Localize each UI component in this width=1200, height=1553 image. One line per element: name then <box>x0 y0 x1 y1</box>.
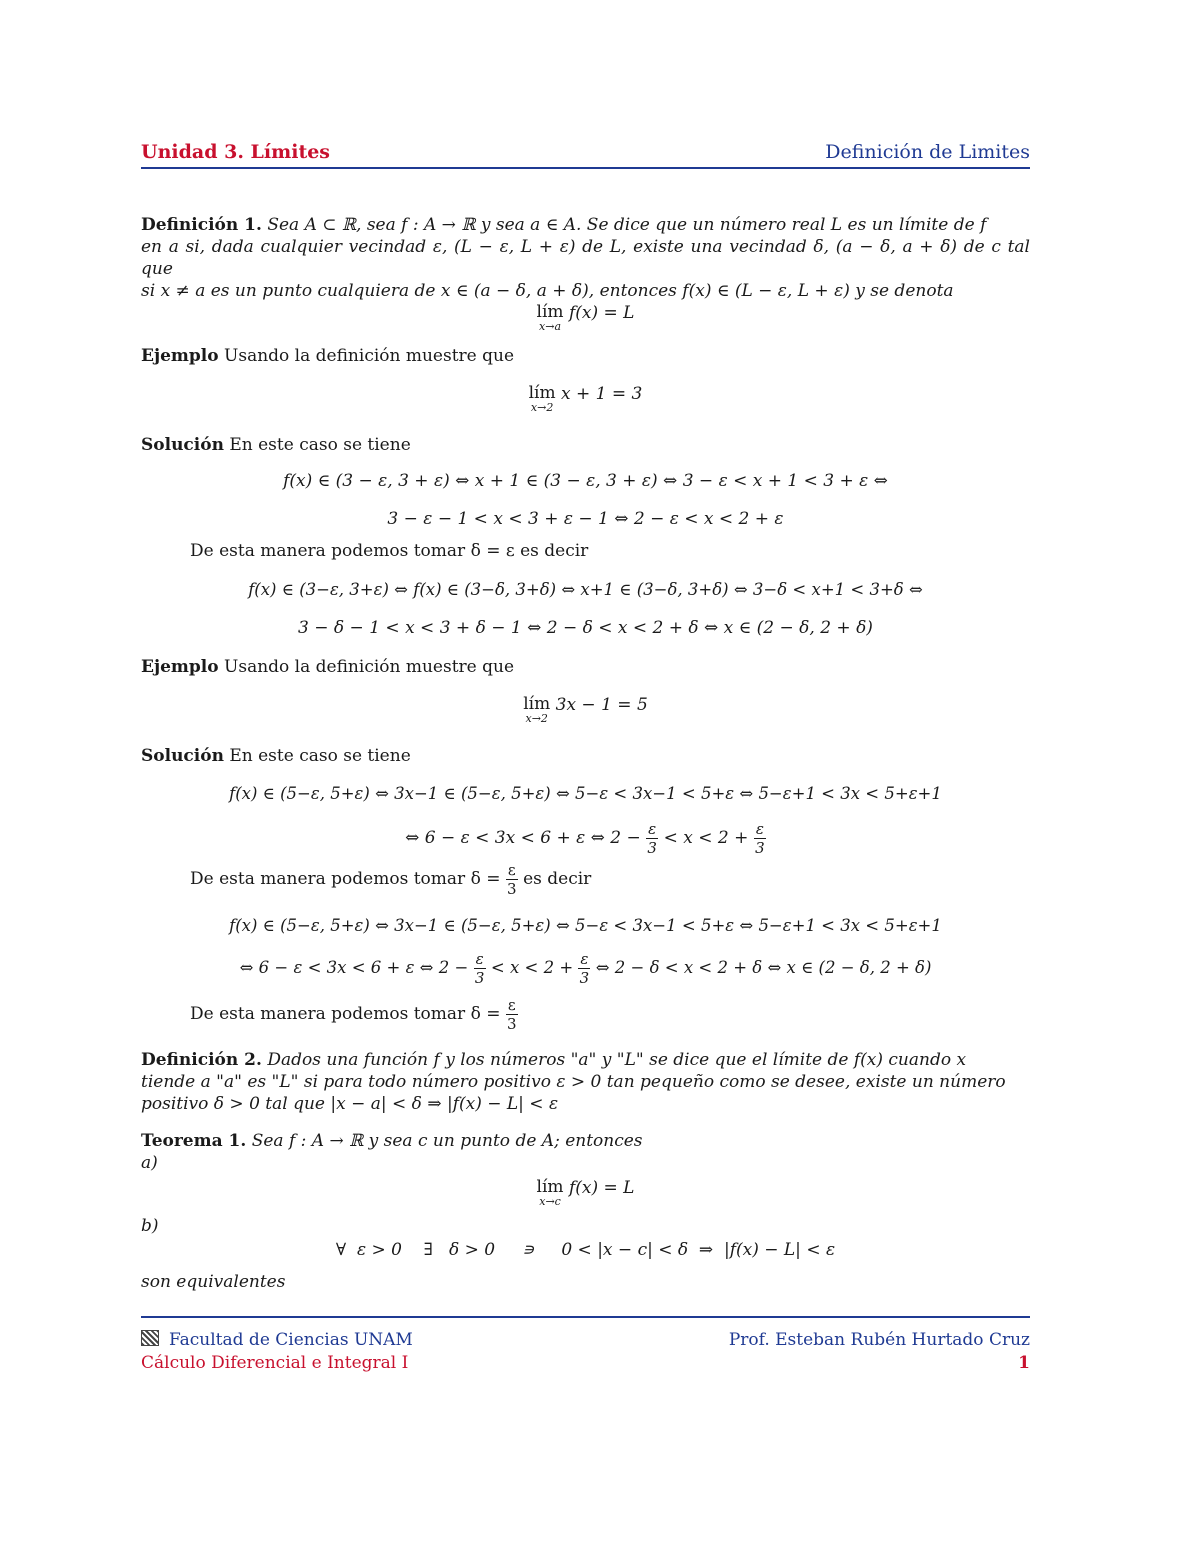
solution-1 <box>141 434 1030 456</box>
theorem-1-equation-b: ∀ ε > 0 ∃ δ > 0 ∍ 0 < |x − c| < δ ⇒ |f(x) − L| < ε <box>335 1240 836 1260</box>
header-rule <box>141 167 1030 169</box>
lim-symbol: lím <box>528 383 556 403</box>
note-part: De esta manera podemos tomar δ = <box>190 1004 501 1024</box>
lim-symbol: lím <box>523 694 551 714</box>
solution-1-note: De esta manera podemos tomar δ = ε es decir <box>190 541 589 561</box>
solution-2-eq2 <box>141 820 1030 857</box>
fraction-denominator: 3 <box>506 880 517 898</box>
fraction <box>646 820 658 857</box>
fraction <box>754 820 766 857</box>
fraction-numerator: ε <box>580 950 589 968</box>
solution-2-eq1: f(x) ∈ (5−ε, 5+ε) ⇔ 3x−1 ∈ (5−ε, 5+ε) ⇔ 5−ε < 3x−1 < 5+ε ⇔ 5−ε+1 < 3x < 5+ε+1 <box>229 784 942 803</box>
solution-2-label: Solución <box>141 746 224 766</box>
example-2-text: Usando la definición muestre que <box>224 657 515 677</box>
footer-page-number: 1 <box>1018 1353 1030 1373</box>
solution-2-note-2 <box>190 996 518 1033</box>
fraction <box>578 950 590 987</box>
definition-2-line2: tiende a "a" es "L" si para todo número positivo ε > 0 tan pequeño como se desee, existe un número <box>141 1072 1006 1092</box>
footer-rule <box>141 1316 1030 1318</box>
solution-2 <box>141 745 1030 767</box>
header-unit-title: Unidad 3. Límites <box>141 141 331 163</box>
example-2 <box>141 656 1030 678</box>
fraction <box>506 996 518 1033</box>
solution-1-text: En este caso se tiene <box>229 435 411 455</box>
fraction <box>474 950 486 987</box>
fraction-denominator: 3 <box>579 969 590 987</box>
definition-2 <box>141 1049 1030 1115</box>
theorem-1-closing: son equivalentes <box>141 1272 286 1292</box>
fraction-numerator: ε <box>755 820 764 838</box>
solution-2-note <box>190 861 591 898</box>
fraction <box>506 861 518 898</box>
lim-symbol: lím <box>536 1177 564 1197</box>
fraction-numerator: ε <box>507 996 516 1014</box>
theorem-1-label: Teorema 1. <box>141 1131 247 1151</box>
footer-course: Cálculo Diferencial e Integral I <box>141 1353 409 1373</box>
lim-subscript: x→c <box>539 1195 561 1208</box>
lim-symbol: lím <box>536 302 564 322</box>
fraction-numerator: ε <box>648 820 657 838</box>
equation-body: 3x − 1 = 5 <box>555 695 648 715</box>
solution-1-label: Solución <box>141 435 224 455</box>
fraction-denominator: 3 <box>474 969 485 987</box>
footer-faculty <box>141 1330 413 1350</box>
lim-subscript: x→2 <box>530 401 554 414</box>
example-1-text: Usando la definición muestre que <box>224 346 515 366</box>
definition-2-line3: positivo δ > 0 tal que |x − a| < δ ⇒ |f(x) − L| < ε <box>141 1094 559 1114</box>
eq-part: ⇔ 2 − δ < x < 2 + δ ⇔ x ∈ (2 − δ, 2 + δ) <box>595 958 932 977</box>
definition-1-equation <box>141 303 1030 333</box>
note-part: De esta manera podemos tomar δ = <box>190 869 501 889</box>
example-1 <box>141 345 1030 367</box>
fraction-numerator: ε <box>507 861 516 879</box>
fraction-numerator: ε <box>475 950 484 968</box>
definition-1-label: Definición 1. <box>141 215 262 235</box>
theorem-1-item-a: a) <box>141 1153 158 1173</box>
theorem-1-item-b: b) <box>141 1216 159 1236</box>
solution-1-eq1: f(x) ∈ (3 − ε, 3 + ε) ⇔ x + 1 ∈ (3 − ε, 3 + ε) ⇔ 3 − ε < x + 1 < 3 + ε ⇔ <box>283 471 888 491</box>
theorem-1-equation-a <box>141 1178 1030 1208</box>
definition-2-line1: Dados una función f y los números "a" y "L" se dice que el límite de f(x) cuando x <box>267 1050 967 1070</box>
definition-1-line1: Sea A ⊂ ℝ, sea f : A → ℝ y sea a ∈ A. Se dice que un número real L es un límite de f <box>267 215 987 235</box>
example-2-label: Ejemplo <box>141 657 219 677</box>
solution-2-eq3: f(x) ∈ (5−ε, 5+ε) ⇔ 3x−1 ∈ (5−ε, 5+ε) ⇔ 5−ε < 3x−1 < 5+ε ⇔ 5−ε+1 < 3x < 5+ε+1 <box>229 916 942 935</box>
eq-part: < x < 2 + <box>490 958 574 977</box>
note-part: es decir <box>523 869 592 889</box>
definition-1 <box>141 214 1030 302</box>
definition-1-line2: en a si, dada cualquier vecindad ε, (L − ε, L + ε) de L, existe una vecindad δ, (a − δ, a + δ) de c tal que <box>141 237 1030 279</box>
solution-1-eq2: 3 − ε − 1 < x < 3 + ε − 1 ⇔ 2 − ε < x < 2 + ε <box>387 509 784 529</box>
example-1-label: Ejemplo <box>141 346 219 366</box>
lim-subscript: x→a <box>539 320 562 333</box>
theorem-1-text: Sea f : A → ℝ y sea c un punto de A; entonces <box>251 1131 643 1151</box>
eq-part: < x < 2 + <box>663 828 749 848</box>
footer-professor: Prof. Esteban Rubén Hurtado Cruz <box>728 1330 1030 1350</box>
equation-body: f(x) = L <box>568 303 635 323</box>
solution-2-eq4 <box>141 950 1030 987</box>
solution-2-text: En este caso se tiene <box>229 746 411 766</box>
equation-body: x + 1 = 3 <box>561 384 643 404</box>
example-2-equation <box>141 695 1030 725</box>
eq-part: ⇔ 6 − ε < 3x < 6 + ε ⇔ 2 − <box>239 958 469 977</box>
fraction-denominator: 3 <box>755 839 765 857</box>
equation-body: f(x) = L <box>568 1178 635 1198</box>
example-1-equation <box>141 384 1030 414</box>
footer-faculty-text: Facultad de Ciencias UNAM <box>169 1330 413 1350</box>
unam-logo-icon <box>141 1330 159 1346</box>
fraction-denominator: 3 <box>506 1015 517 1033</box>
header-section-title: Definición de Limites <box>825 141 1030 163</box>
definition-1-line3: si x ≠ a es un punto cualquiera de x ∈ (a − δ, a + δ), entonces f(x) ∈ (L − ε, L + ε) y se denota <box>141 281 954 301</box>
fraction-denominator: 3 <box>647 839 657 857</box>
solution-1-eq3: f(x) ∈ (3−ε, 3+ε) ⇔ f(x) ∈ (3−δ, 3+δ) ⇔ x+1 ∈ (3−δ, 3+δ) ⇔ 3−δ < x+1 < 3+δ ⇔ <box>248 580 923 599</box>
definition-2-label: Definición 2. <box>141 1050 262 1070</box>
eq-part: ⇔ 6 − ε < 3x < 6 + ε ⇔ 2 − <box>405 828 641 848</box>
theorem-1 <box>141 1130 1030 1174</box>
lim-subscript: x→2 <box>525 712 548 725</box>
solution-1-eq4: 3 − δ − 1 < x < 3 + δ − 1 ⇔ 2 − δ < x < 2 + δ ⇔ x ∈ (2 − δ, 2 + δ) <box>298 618 873 638</box>
